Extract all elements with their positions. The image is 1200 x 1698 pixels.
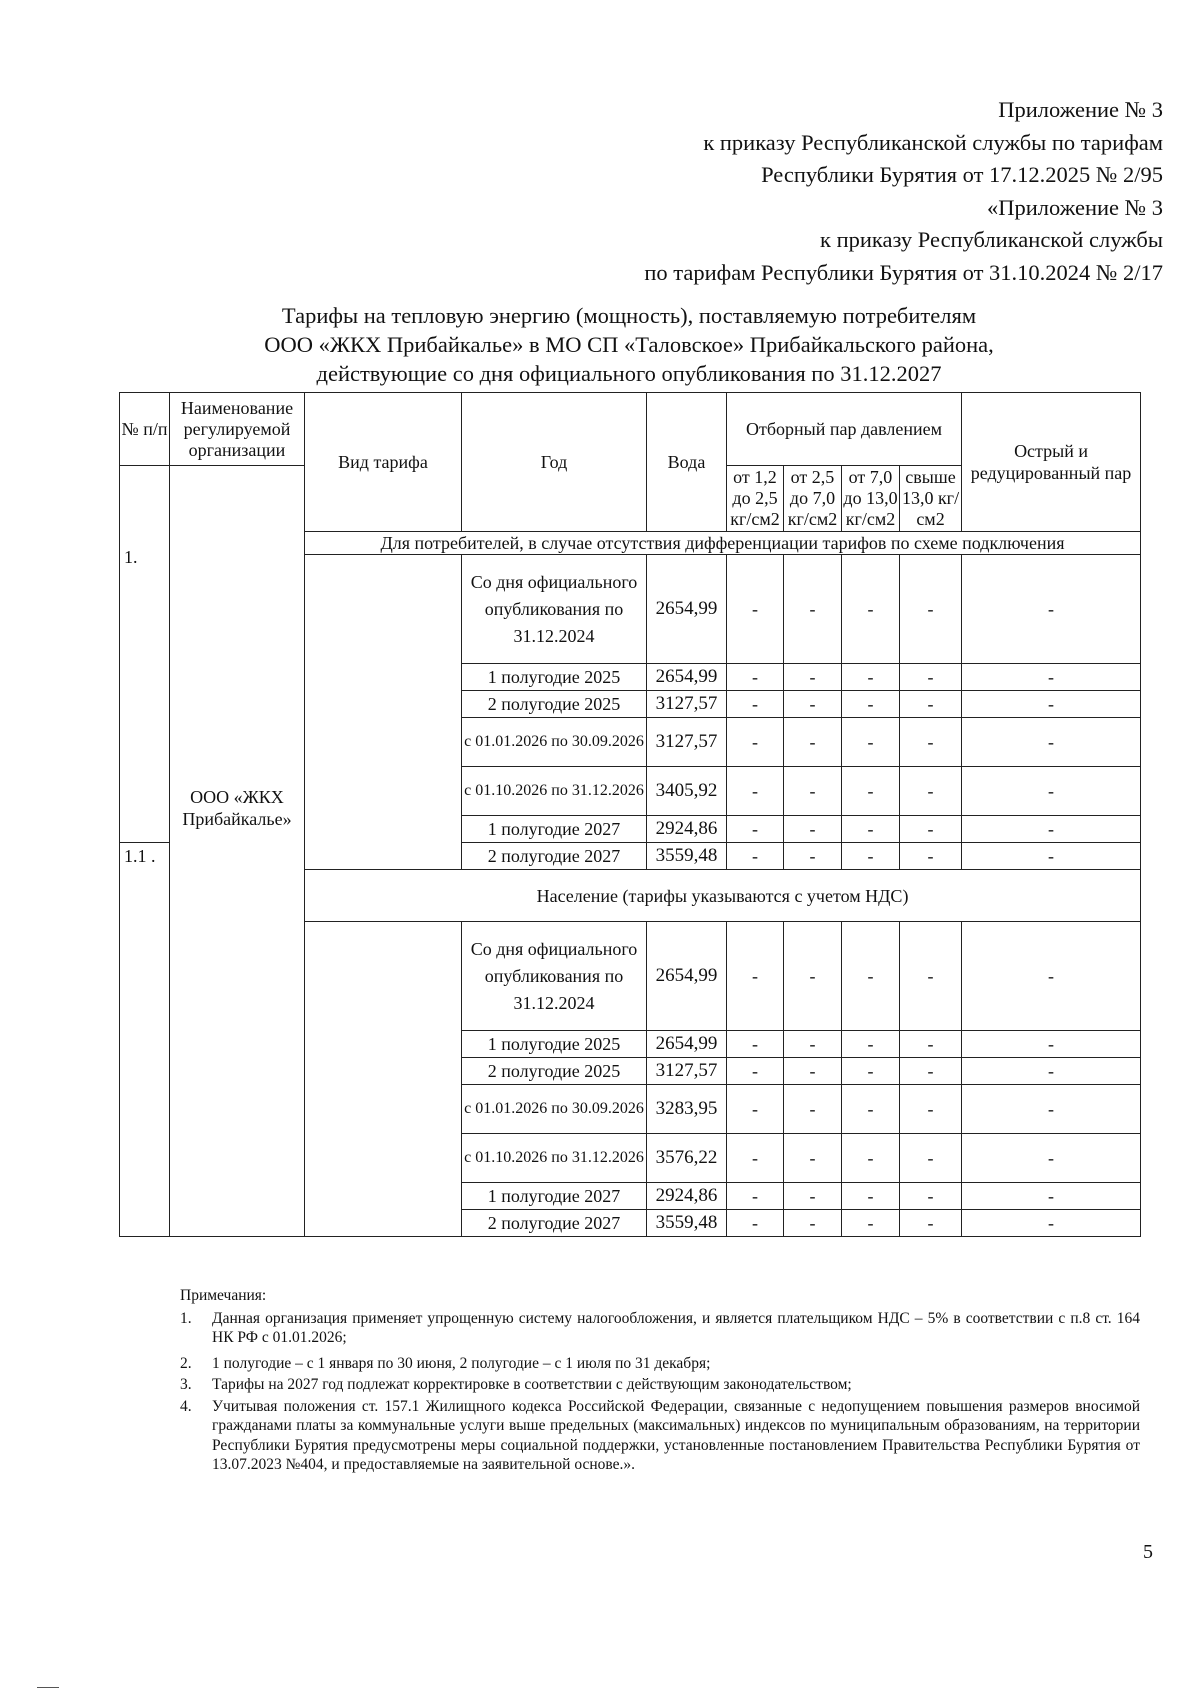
notes-heading: Примечания: — [180, 1287, 267, 1304]
note-number: 2. — [180, 1354, 192, 1372]
row-sharp-steam: - — [962, 691, 1141, 718]
row-steam-3: - — [842, 1134, 900, 1183]
row-steam-1: - — [727, 1183, 784, 1210]
row-period: 1 полугодие 2025 — [462, 664, 647, 691]
col-header-tariff-type: Вид тарифа — [305, 393, 462, 532]
organization-name: ООО «ЖКХ Прибайкалье» — [170, 466, 305, 1237]
row-sharp-steam: - — [962, 1085, 1141, 1134]
row-water-value: 3559,48 — [647, 1210, 727, 1237]
row-period: с 01.10.2026 по 31.12.2026 — [462, 1134, 647, 1183]
row-steam-4: - — [900, 555, 962, 664]
row-steam-3: - — [842, 843, 900, 870]
row-water-value: 3127,57 — [647, 718, 727, 767]
row-steam-2: - — [784, 922, 842, 1031]
section-2-label: Население (тарифы указываются с учетом НДС) — [305, 870, 1141, 922]
row-steam-1: - — [727, 1210, 784, 1237]
row-water-value: 2654,99 — [647, 664, 727, 691]
row-steam-2: - — [784, 1183, 842, 1210]
row-period: 1 полугодие 2027 — [462, 816, 647, 843]
row-water-value: 2924,86 — [647, 1183, 727, 1210]
row-period: с 01.10.2026 по 31.12.2026 — [462, 767, 647, 816]
col-header-steam-2: от 2,5 до 7,0 кг/см2 — [784, 466, 842, 532]
row-period: 2 полугодие 2025 — [462, 1058, 647, 1085]
col-header-steam-3: от 7,0 до 13,0 кг/см2 — [842, 466, 900, 532]
row-period: 1 полугодие 2025 — [462, 1031, 647, 1058]
scan-artifact — [37, 1687, 59, 1688]
row-steam-1: - — [727, 1085, 784, 1134]
col-header-steam-group: Отборный пар давлением — [727, 393, 962, 466]
row-steam-2: - — [784, 1058, 842, 1085]
row-steam-2: - — [784, 1134, 842, 1183]
header-line: Приложение № 3 — [998, 97, 1163, 122]
row-steam-4: - — [900, 922, 962, 1031]
row-steam-3: - — [842, 922, 900, 1031]
row-steam-1: - — [727, 767, 784, 816]
row-steam-2: - — [784, 664, 842, 691]
row-steam-4: - — [900, 664, 962, 691]
col-header-number: № п/п — [120, 393, 170, 466]
col-header-organization: Наименование регулируемой организации — [170, 393, 305, 466]
section-1-number: 1. — [120, 466, 170, 843]
col-header-sharp-steam: Острый и редуцированный пар — [962, 393, 1141, 532]
row-steam-4: - — [900, 843, 962, 870]
row-water-value: 2654,99 — [647, 1031, 727, 1058]
row-steam-2: - — [784, 718, 842, 767]
header-line: к приказу Республиканской службы — [820, 227, 1163, 252]
section-1-label: Для потребителей, в случае отсутствия дифференциации тарифов по схеме подключения — [305, 532, 1141, 555]
row-steam-3: - — [842, 816, 900, 843]
note-text: Данная организация применяет упрощенную систему налогообложения, и является плательщиком НДС – 5% в соответствии с п.8 ст. 164 НК РФ с 01.01.2026; — [212, 1309, 1140, 1346]
row-sharp-steam: - — [962, 767, 1141, 816]
row-sharp-steam: - — [962, 664, 1141, 691]
row-steam-4: - — [900, 691, 962, 718]
row-steam-3: - — [842, 555, 900, 664]
row-steam-2: - — [784, 1085, 842, 1134]
row-steam-3: - — [842, 1031, 900, 1058]
notes-section — [180, 1286, 1140, 1475]
row-sharp-steam: - — [962, 1031, 1141, 1058]
row-period: Со дня официального опубликования по 31.12.2024 — [462, 922, 647, 1031]
row-period: с 01.01.2026 по 30.09.2026 — [462, 718, 647, 767]
row-steam-3: - — [842, 1058, 900, 1085]
note-number: 1. — [180, 1309, 192, 1327]
row-steam-3: - — [842, 718, 900, 767]
note-item — [180, 1375, 1140, 1395]
note-item — [180, 1397, 1140, 1475]
note-number: 4. — [180, 1397, 192, 1415]
row-steam-1: - — [727, 664, 784, 691]
row-water-value: 3127,57 — [647, 691, 727, 718]
row-sharp-steam: - — [962, 816, 1141, 843]
row-steam-2: - — [784, 1210, 842, 1237]
note-item — [180, 1354, 1140, 1374]
note-text: Учитывая положения ст. 157.1 Жилищного кодекса Российской Федерации, связанные с недопущением повышения размеров вносимой гражданами платы за коммунальные услуги выше предельных (максимальных) индексов по муниципальным образованиям, на территории Республики Бурятия предусмотрены меры социальной поддержки, установленные постановлением Правительства Республики Бурятия от 13.07.2023 №404, и предоставляемые на заявительной основе.». — [212, 1397, 1140, 1473]
row-water-value: 3405,92 — [647, 767, 727, 816]
row-water-value: 3559,48 — [647, 843, 727, 870]
row-steam-3: - — [842, 691, 900, 718]
row-period: 2 полугодие 2025 — [462, 691, 647, 718]
col-header-steam-4: свыше 13,0 кг/см2 — [900, 466, 962, 532]
row-steam-1: - — [727, 843, 784, 870]
row-period: 1 полугодие 2027 — [462, 1183, 647, 1210]
row-steam-3: - — [842, 1210, 900, 1237]
title-line: ООО «ЖКХ Прибайкалье» в МО СП «Таловское» Прибайкальского района, — [264, 332, 994, 357]
row-steam-1: - — [727, 922, 784, 1031]
note-item — [180, 1309, 1140, 1348]
row-steam-4: - — [900, 1210, 962, 1237]
row-steam-4: - — [900, 1183, 962, 1210]
header-line: к приказу Республиканской службы по тарифам — [703, 129, 1163, 155]
page-number: 5 — [1143, 1541, 1153, 1563]
row-water-value: 3127,57 — [647, 1058, 727, 1085]
row-steam-3: - — [842, 664, 900, 691]
row-sharp-steam: - — [962, 555, 1141, 664]
row-steam-4: - — [900, 816, 962, 843]
note-number: 3. — [180, 1376, 192, 1393]
row-sharp-steam: - — [962, 843, 1141, 870]
header-line: по тарифам Республики Бурятия от 31.10.2024 № 2/17 — [644, 259, 1163, 285]
row-steam-2: - — [784, 1031, 842, 1058]
row-steam-3: - — [842, 767, 900, 816]
row-steam-4: - — [900, 1085, 962, 1134]
row-period: 2 полугодие 2027 — [462, 1210, 647, 1237]
row-steam-3: - — [842, 1085, 900, 1134]
row-steam-2: - — [784, 767, 842, 816]
row-steam-2: - — [784, 555, 842, 664]
row-sharp-steam: - — [962, 1134, 1141, 1183]
row-steam-4: - — [900, 767, 962, 816]
tariff-type-cell — [305, 922, 462, 1237]
row-water-value: 2654,99 — [647, 555, 727, 664]
row-steam-2: - — [784, 816, 842, 843]
row-steam-4: - — [900, 1058, 962, 1085]
row-sharp-steam: - — [962, 1210, 1141, 1237]
row-period: 2 полугодие 2027 — [462, 843, 647, 870]
row-period: с 01.01.2026 по 30.09.2026 — [462, 1085, 647, 1134]
tariff-type-cell — [305, 555, 462, 870]
row-period: Со дня официального опубликования по 31.12.2024 — [462, 555, 647, 664]
row-steam-1: - — [727, 1058, 784, 1085]
row-steam-1: - — [727, 691, 784, 718]
appendix-header — [644, 94, 1163, 289]
title-line: действующие со дня официального опубликования по 31.12.2027 — [316, 361, 942, 386]
row-steam-4: - — [900, 1031, 962, 1058]
note-text: 1 полугодие – с 1 января по 30 июня, 2 полугодие – с 1 июля по 31 декабря; — [212, 1354, 711, 1372]
col-header-year: Год — [462, 393, 647, 532]
row-sharp-steam: - — [962, 922, 1141, 1031]
row-water-value: 3283,95 — [647, 1085, 727, 1134]
document-title — [120, 301, 1138, 388]
row-steam-1: - — [727, 816, 784, 843]
row-steam-1: - — [727, 1031, 784, 1058]
row-water-value: 2654,99 — [647, 922, 727, 1031]
row-steam-1: - — [727, 1134, 784, 1183]
row-water-value: 2924,86 — [647, 816, 727, 843]
col-header-water: Вода — [647, 393, 727, 532]
row-steam-2: - — [784, 843, 842, 870]
row-steam-4: - — [900, 718, 962, 767]
row-steam-1: - — [727, 718, 784, 767]
col-header-steam-1: от 1,2 до 2,5 кг/см2 — [727, 466, 784, 532]
row-water-value: 3576,22 — [647, 1134, 727, 1183]
row-steam-3: - — [842, 1183, 900, 1210]
note-text: Тарифы на 2027 год подлежат корректировке в соответствии с действующим законодательством; — [212, 1376, 852, 1393]
row-sharp-steam: - — [962, 1183, 1141, 1210]
title-line: Тарифы на тепловую энергию (мощность), поставляемую потребителям — [281, 303, 977, 328]
row-steam-2: - — [784, 691, 842, 718]
row-steam-4: - — [900, 1134, 962, 1183]
tariff-table — [119, 392, 1141, 1237]
row-sharp-steam: - — [962, 718, 1141, 767]
row-sharp-steam: - — [962, 1058, 1141, 1085]
header-line: Республики Бурятия от 17.12.2025 № 2/95 — [761, 162, 1163, 187]
header-line: «Приложение № 3 — [987, 194, 1163, 220]
section-2-number: 1.1 . — [120, 843, 170, 1237]
row-steam-1: - — [727, 555, 784, 664]
